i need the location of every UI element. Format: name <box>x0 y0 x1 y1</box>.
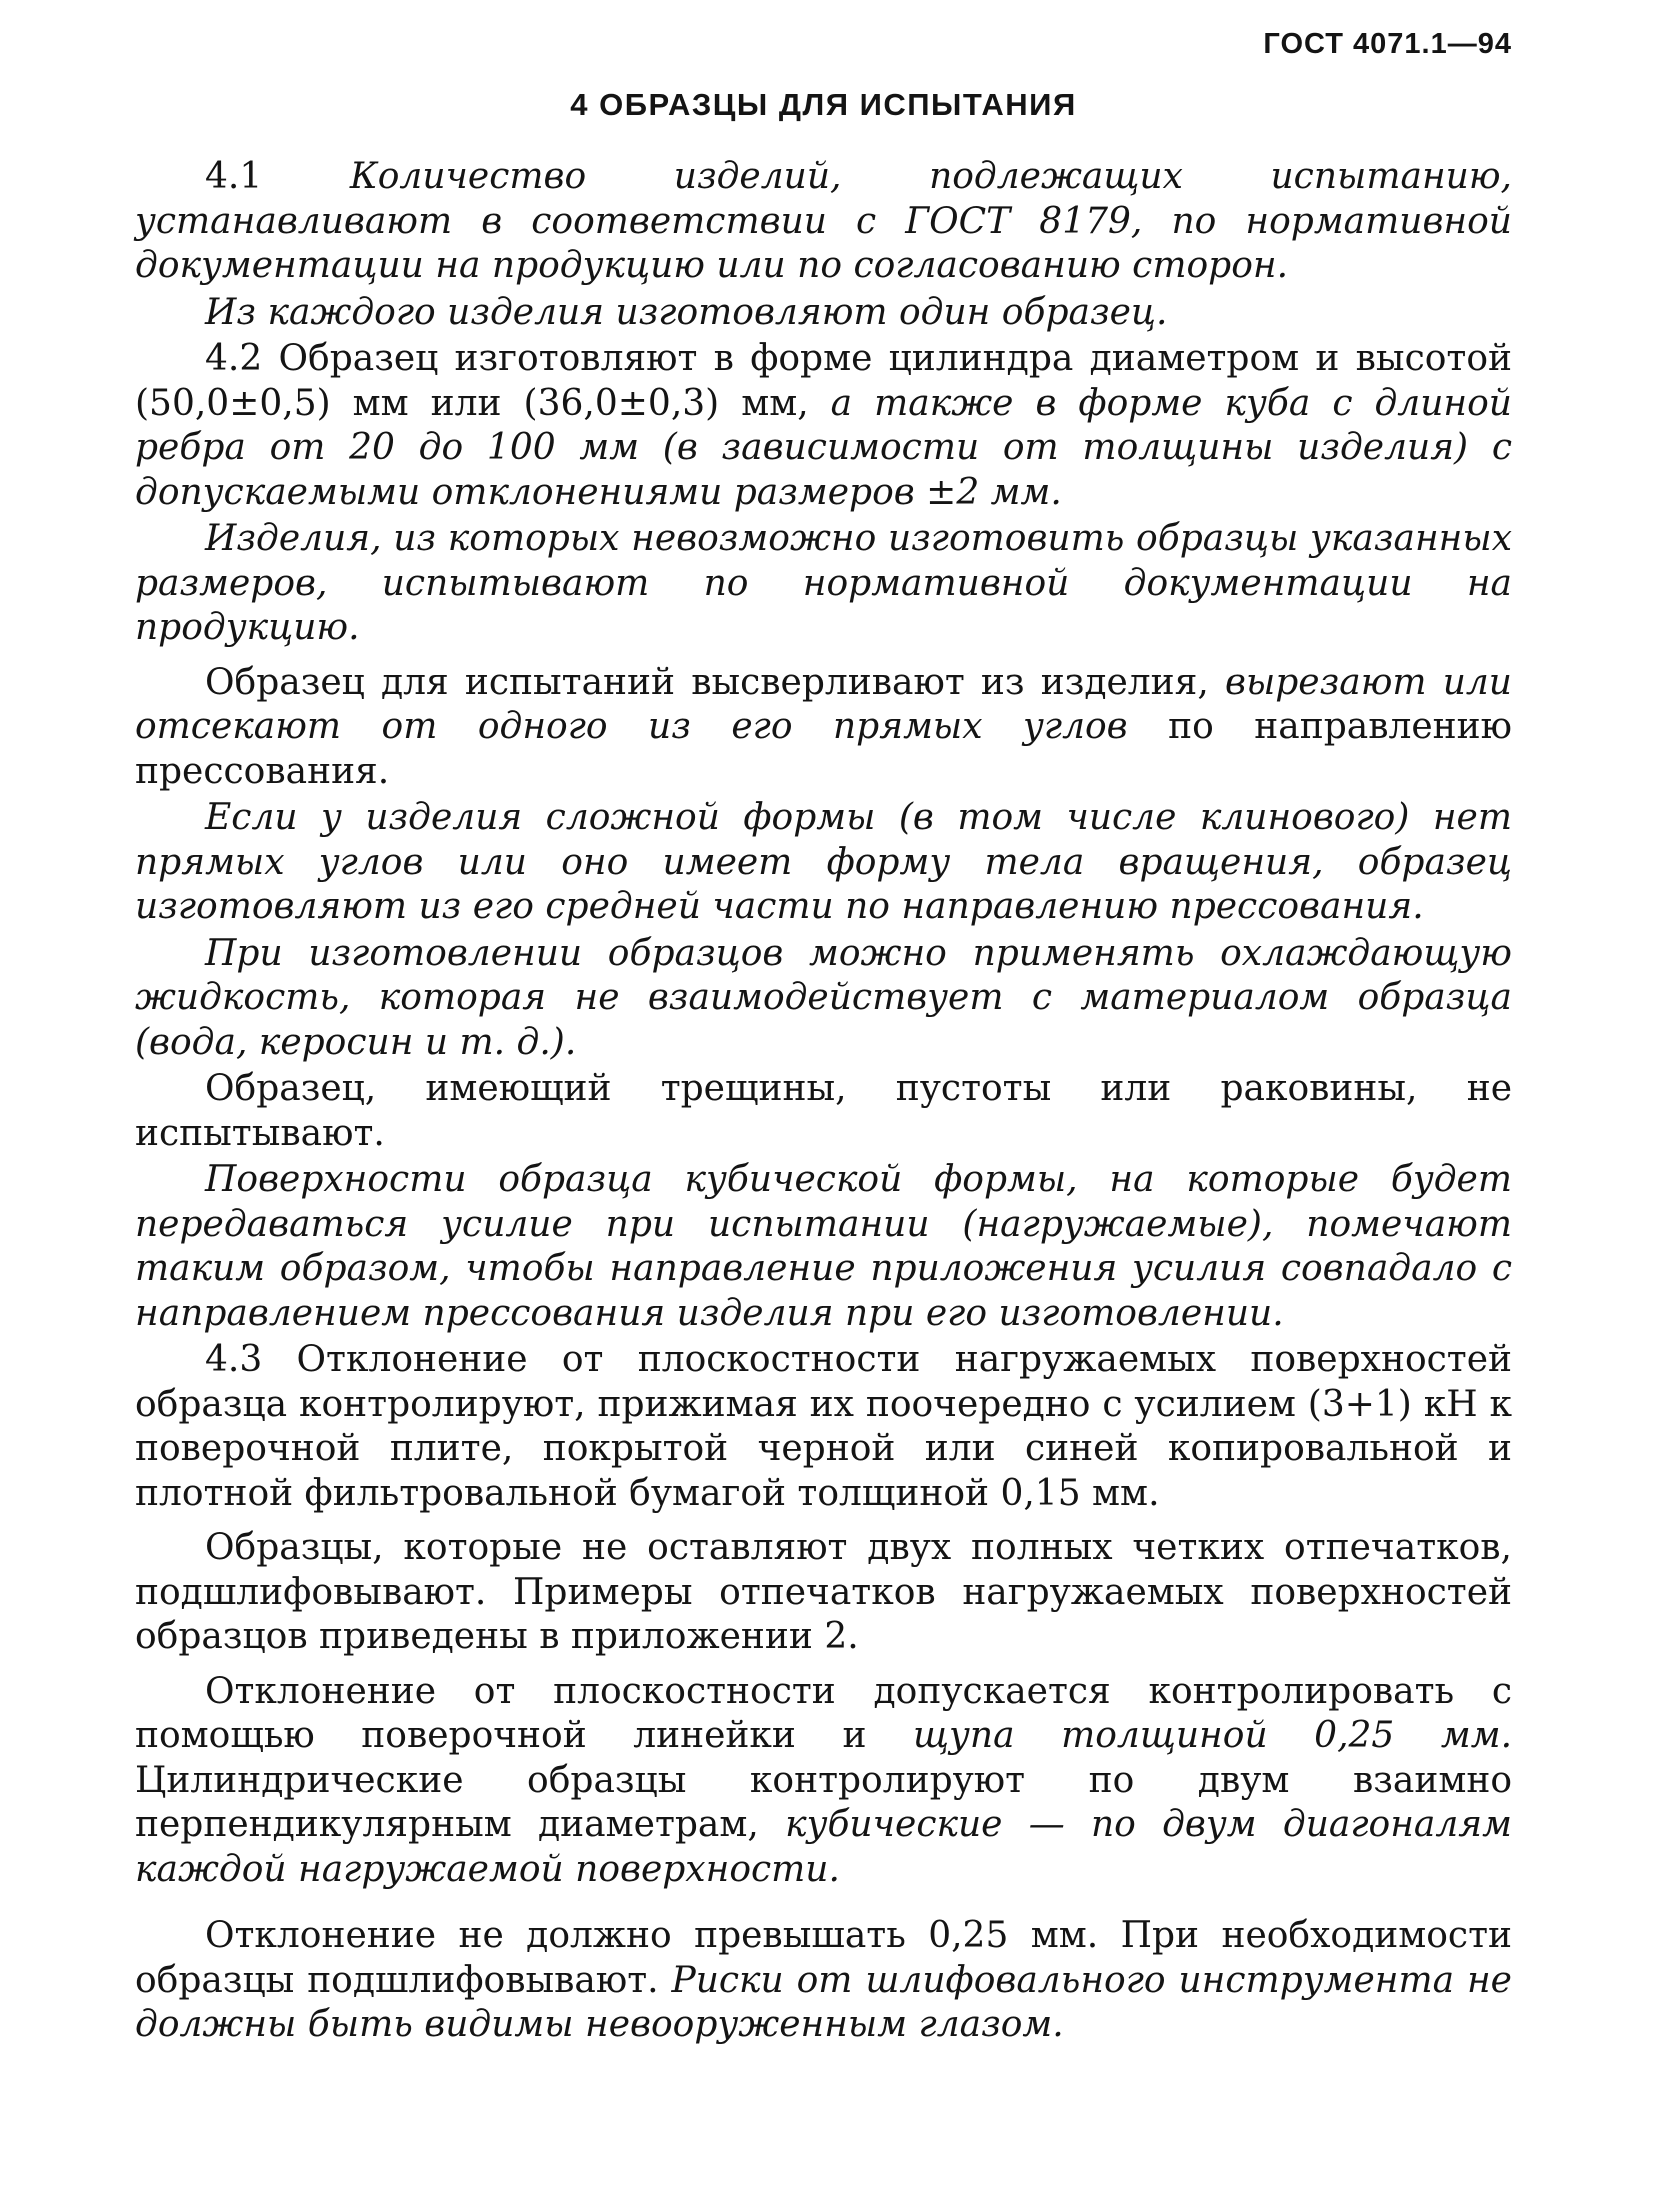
paragraph <box>135 796 1512 930</box>
paragraph-text: Изделия, из которых невозможно изготовить образцы указанных размеров, испытывают по нормативной документации на продукцию. <box>135 518 1512 648</box>
paragraph <box>135 932 1512 1066</box>
clause-number: 4.1 <box>205 156 350 197</box>
paragraph-text: Отклонение не должно превышать 0,25 мм. При необходимости образцы подшлифовывают. <box>135 1915 1512 2001</box>
paragraph-text: Поверхности образца кубической формы, на которые будет передаваться усилие при испытании (нагружаемые), помечают таким образом, чтобы направление приложения усилия совпадало с направлением прессования изделия при его изготовлении. <box>135 1159 1512 1334</box>
paragraph <box>135 291 1512 336</box>
paragraph-4-1 <box>135 155 1512 289</box>
paragraph-text: Цилиндрические образцы контролируют по двум взаимно перпендикулярным диаметрам, <box>135 1759 1512 1845</box>
paragraph-text-italic: кубические — по двум диагоналям каждой нагружаемой поверхности. <box>135 1804 1512 1890</box>
paragraph <box>135 1067 1512 1156</box>
paragraph-text: Отклонение от плоскостности допускается контролировать с помощью поверочной линейки и <box>135 1670 1512 1756</box>
paragraph-text: Количество изделий, подлежащих испытанию, устанавливают в соответствии с ГОСТ 8179, по нормативной документации на продукцию или по согласованию сторон. <box>135 156 1512 286</box>
paragraph-text: При изготовлении образцов можно применять охлаждающую жидкость, которая не взаимодействует с материалом образца (вода, керосин и т. д.). <box>135 932 1512 1063</box>
paragraph <box>135 1914 1512 2048</box>
paragraph-text: 4.2 Образец изготовляют в форме цилиндра диаметром и высотой (50,0±0,5) мм или (36,0±0,3) мм, <box>135 338 1512 424</box>
paragraph-4-3 <box>135 1338 1512 1516</box>
paragraph-text-italic: вырезают или отсекают от одного из его прямых углов <box>135 661 1512 747</box>
paragraph-text: Образец для испытаний высверливают из изделия, <box>205 661 1225 703</box>
paragraph-text: Образец, имеющий трещины, пустоты или раковины, не испытывают. <box>135 1068 1512 1154</box>
paragraph-4-2 <box>135 337 1512 515</box>
paragraph-text: по направлению прессования. <box>135 706 1512 792</box>
paragraph-text-italic: щупа толщиной 0,25 мм. <box>913 1715 1513 1756</box>
paragraph-text: Если у изделия сложной формы (в том числе клинового) нет прямых углов или оно имеет форму тела вращения, образец изготовляют из его средней части по направлению прессования. <box>135 797 1512 927</box>
paragraph-text-italic: Риски от шлифовального инструмента не должны быть видимы невооруженным глазом. <box>135 1959 1512 2045</box>
paragraph-text: 4.3 Отклонение от плоскостности нагружаемых поверхностей образца контролируют, прижимая их поочередно с усилием (3+1) кН к поверочной плите, покрытой черной или синей копировальной и плотной фильтровальной бумагой толщиной 0,15 мм. <box>135 1339 1512 1514</box>
doc-number-header: ГОСТ 4071.1—94 <box>1263 28 1512 60</box>
paragraph <box>135 517 1512 651</box>
paragraph <box>135 1526 1512 1660</box>
paragraph <box>135 1670 1512 1893</box>
paragraph <box>135 1158 1512 1336</box>
paragraph-text: Образцы, которые не оставляют двух полных четких отпечатков, подшлифовывают. Примеры отпечатков нагружаемых поверхностей образцов приведены в приложении 2. <box>135 1527 1512 1657</box>
section-title: 4 ОБРАЗЦЫ ДЛЯ ИСПЫТАНИЯ <box>570 87 1077 122</box>
paragraph-text-italic: а также в форме куба с длиной ребра от 20 до 100 мм (в зависимости от толщины изделия) с допускаемыми отклонениями размеров ±2 мм. <box>135 382 1512 513</box>
paragraph-text: Из каждого изделия изготовляют один образец. <box>205 291 1168 333</box>
paragraph <box>135 661 1512 795</box>
